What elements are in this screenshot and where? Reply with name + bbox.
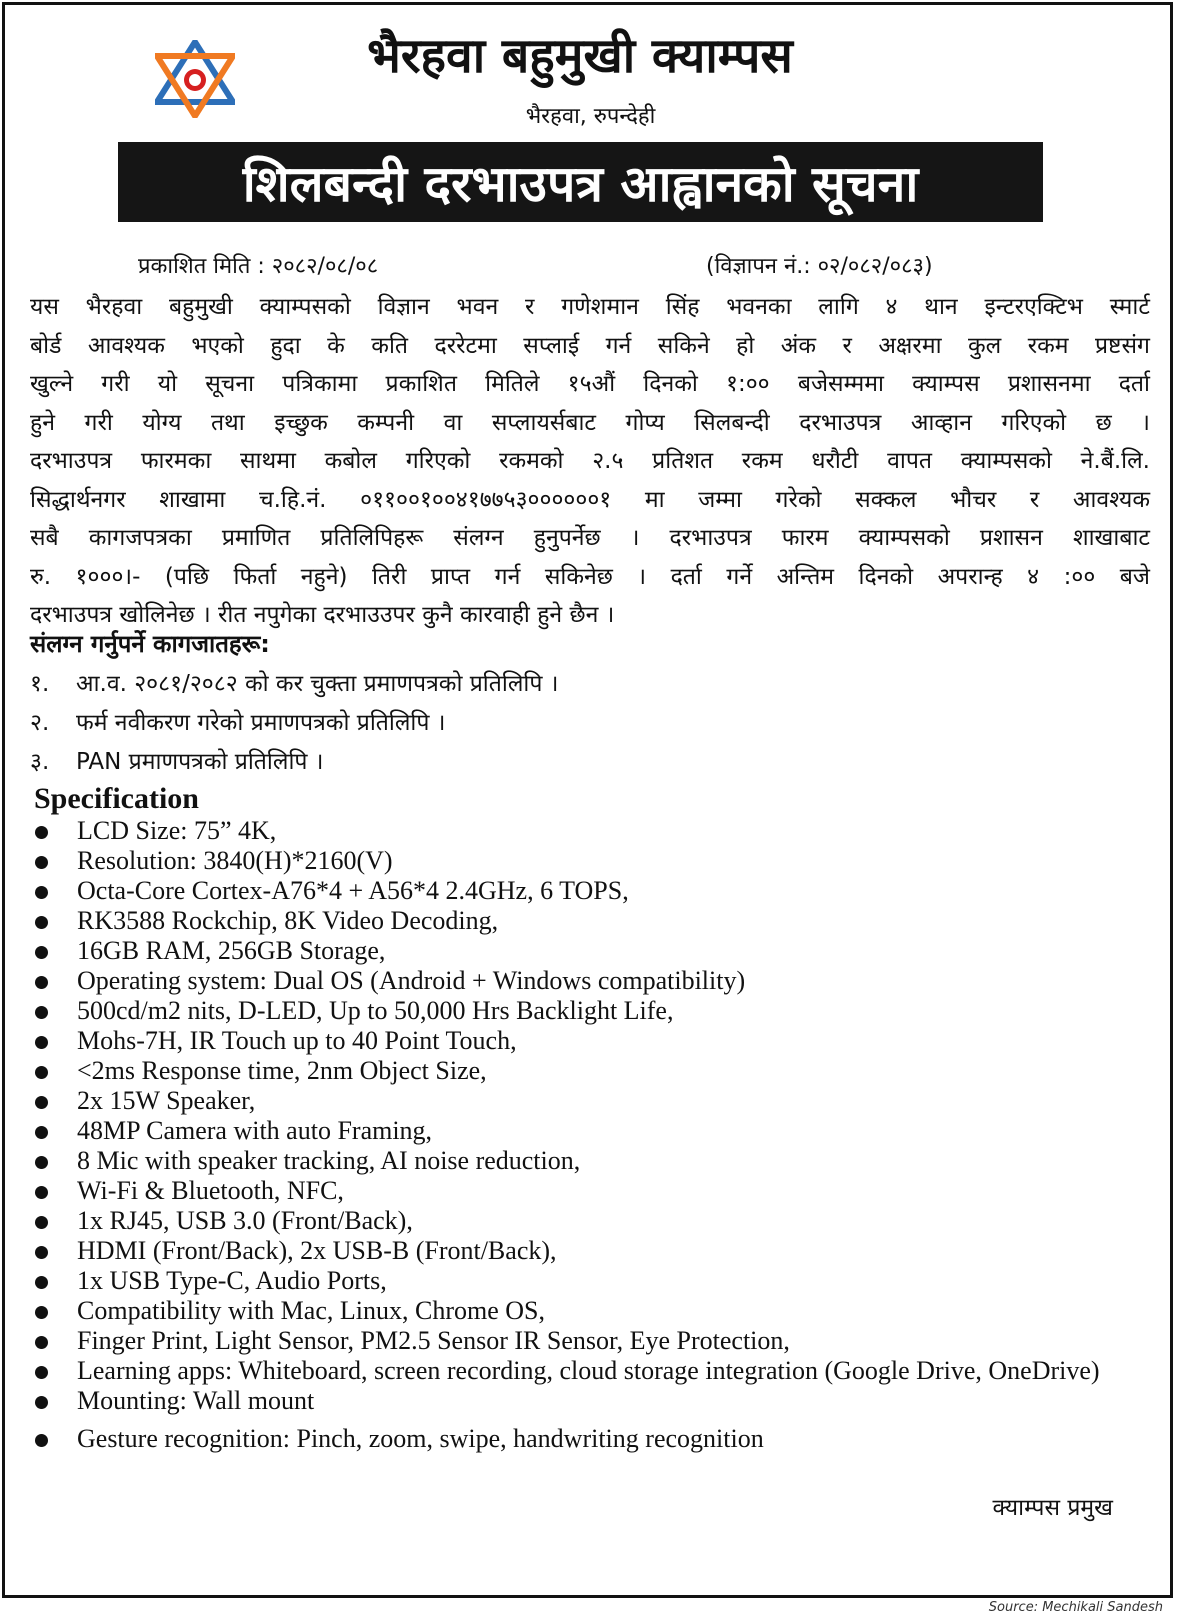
spec-item: Mounting: Wall mount [30, 1386, 1130, 1416]
body-line: सिद्धार्थनगर शाखामा च.हि.नं. ०११००१००४१७७५३००००००१ मा जम्मा गरेको सक्कल भौचर र आवश्यक [30, 486, 1150, 513]
spec-item: 1x RJ45, USB 3.0 (Front/Back), [30, 1206, 1130, 1236]
spec-item: Operating system: Dual OS (Android + Windows compatibility) [30, 966, 1130, 996]
body-line: हुने गरी योग्य तथा इच्छुक कम्पनी वा सप्लायर्सबाट गोप्य सिलबन्दी दरभाउपत्र आव्हान गरिएको छ । [30, 409, 1150, 436]
body-line: बोर्ड आवश्यक भएको हुदा के कति दररेटमा सप्लाई गर्न सकिने हो अंक र अक्षरमा कुल रकम प्रष्टसंग [30, 332, 1150, 359]
spec-item: RK3588 Rockchip, 8K Video Decoding, [30, 906, 1130, 936]
spec-item: Finger Print, Light Sensor, PM2.5 Sensor IR Sensor, Eye Protection, [30, 1326, 1130, 1356]
specification-items [30, 816, 1130, 1454]
spec-item: 1x USB Type-C, Audio Ports, [30, 1266, 1130, 1296]
item-text: फर्म नवीकरण गरेको प्रमाणपत्रको प्रतिलिपि । [76, 710, 446, 736]
campus-name: भैरहवा बहुमुखी क्याम्पस [367, 28, 793, 84]
spec-item: Gesture recognition: Pinch, zoom, swipe, handwriting recognition [30, 1424, 1130, 1454]
document-item [30, 704, 558, 743]
source-credit: Source: Mechikali Sandesh [988, 1600, 1163, 1615]
body-line: रु. १०००।- (पछि फिर्ता नहुने) तिरी प्राप्त गर्न सकिनेछ । दर्ता गर्ने अन्तिम दिनको अपरान्ह ४ :०० बजे [30, 563, 1150, 590]
advertisement-number: (विज्ञापन नं.: ०२/०८२/०८३) [706, 254, 933, 279]
spec-item: 500cd/m2 nits, D-LED, Up to 50,000 Hrs Backlight Life, [30, 996, 1130, 1026]
body-line: दरभाउपत्र खोलिनेछ । रीत नपुगेका दरभाउउपर कुनै कारवाही हुने छैन । [30, 602, 615, 628]
document-item [30, 665, 558, 704]
spec-item: Mohs-7H, IR Touch up to 40 Point Touch, [30, 1026, 1130, 1056]
document-item [30, 743, 558, 782]
spec-item: 48MP Camera with auto Framing, [30, 1116, 1130, 1146]
spec-item: HDMI (Front/Back), 2x USB-B (Front/Back), [30, 1236, 1130, 1266]
item-text: आ.व. २०८१/२०८२ को कर चुक्ता प्रमाणपत्रको प्रतिलिपि । [76, 671, 559, 697]
item-text: PAN प्रमाणपत्रको प्रतिलिपि । [76, 749, 324, 775]
specification-heading: Specification [34, 782, 199, 815]
body-line: सबै कागजपत्रका प्रमाणित प्रतिलिपिहरू संलग्न हुनुपर्नेछ । दरभाउपत्र फारम क्याम्पसको प्रशासन शाखाबाट [30, 525, 1150, 551]
spec-item: LCD Size: 75” 4K, [30, 816, 1130, 846]
spec-item: Compatibility with Mac, Linux, Chrome OS, [30, 1296, 1130, 1326]
spec-item: 16GB RAM, 256GB Storage, [30, 936, 1130, 966]
spec-item: 8 Mic with speaker tracking, AI noise reduction, [30, 1146, 1130, 1176]
body-line: यस भैरहवा बहुमुखी क्याम्पसको विज्ञान भवन र गणेशमान सिंह भवनका लागि ४ थान इन्टरएक्टिभ स्मार्ट [30, 294, 1150, 320]
documents-list [30, 665, 558, 782]
notice-title-banner: शिलबन्दी दरभाउपत्र आह्वानको सूचना [118, 142, 1043, 222]
body-line: खुल्ने गरी यो सूचना पत्रिकामा प्रकाशित मितिले १५औं दिनको १:०० बजेसम्ममा क्याम्पस प्रशासनमा दर्ता [30, 371, 1150, 397]
spec-item: Resolution: 3840(H)*2160(V) [30, 846, 1130, 876]
item-number: ३. [30, 749, 50, 775]
body-line: दरभाउपत्र फारमका साथमा कबोल गरिएको रकमको २.५ प्रतिशत रकम धरौटी वापत क्याम्पसको ने.बैं.लि. [30, 448, 1150, 474]
spec-item: <2ms Response time, 2nm Object Size, [30, 1056, 1130, 1086]
spec-item: Wi-Fi & Bluetooth, NFC, [30, 1176, 1130, 1206]
campus-location: भैरहवा, रुपन्देही [525, 104, 656, 129]
notice-body [30, 288, 1150, 635]
documents-heading: संलग्न गर्नुपर्ने कागजातहरू: [30, 630, 270, 658]
item-number: २. [30, 710, 50, 736]
specification-list [30, 816, 1130, 1454]
published-date: प्रकाशित मिति : २०८२/०८/०८ [138, 254, 379, 279]
spec-item: Learning apps: Whiteboard, screen recording, cloud storage integration (Google Drive, OneDrive) [30, 1356, 1130, 1386]
spec-item: 2x 15W Speaker, [30, 1086, 1130, 1116]
item-number: १. [30, 671, 50, 697]
signatory: क्याम्पस प्रमुख [992, 1495, 1113, 1521]
spec-item: Octa-Core Cortex-A76*4 + A56*4 2.4GHz, 6 TOPS, [30, 876, 1130, 906]
